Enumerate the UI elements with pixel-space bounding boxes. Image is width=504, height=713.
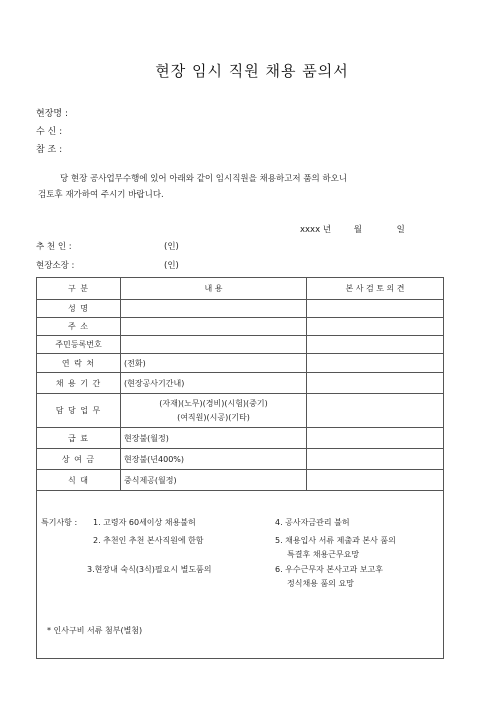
row-review-duty: [307, 394, 444, 428]
table-row: [37, 373, 444, 394]
note-3: 3.현장내 숙식(3식)필요시 별도품의: [87, 565, 212, 574]
document-title: 현장 임시 직원 채용 품의서: [155, 62, 349, 80]
special-notes: [37, 491, 441, 658]
note-5-line-2: 특결후 채용근무요망: [287, 550, 360, 559]
duty-options-line-1: (자재)(노무)(경비)(시험)(중기): [159, 398, 268, 408]
column-header-review: 본 사 검 토 의 견: [307, 278, 444, 300]
row-label-name: 성 명: [37, 300, 121, 318]
row-label-period: 채 용 기 간: [37, 373, 121, 394]
row-label-resident-number: 주민등록번호: [37, 336, 121, 354]
table-row: [37, 300, 444, 318]
request-line-1: 당 현장 공사업무수행에 있어 아래와 같이 임시직원을 채용하고저 품의 하오니: [60, 174, 348, 184]
table-row: [37, 449, 444, 470]
table-row: [37, 354, 444, 373]
recommender-line: [36, 240, 196, 252]
row-label-contact: 연 락 처: [37, 354, 121, 373]
row-review-period: [307, 373, 444, 394]
table-row: [37, 470, 444, 491]
row-content-period: (현장공사기간내): [121, 373, 307, 394]
row-label-bonus: 상 여 금: [37, 449, 121, 470]
row-label-meals: 식 대: [37, 470, 121, 491]
row-review-name: [307, 300, 444, 318]
table-row: [37, 428, 444, 449]
row-content-bonus: 현장불(년400%): [121, 449, 307, 470]
table-row: [37, 336, 444, 354]
recommender-seal: (인): [164, 242, 179, 252]
row-content-address: [121, 318, 307, 336]
request-text: [36, 171, 416, 203]
duty-options-line-2: (여직원)(시공)(기타): [177, 412, 250, 422]
row-content-name: [121, 300, 307, 318]
site-manager-label: 현장소장 :: [36, 261, 75, 271]
column-header-content: 내 용: [121, 278, 307, 300]
note-2: 2. 추천인 추천 본사직원에 한함: [93, 536, 204, 545]
site-name-field: 현장명 :: [36, 109, 68, 119]
row-content-salary: 현장불(월정): [121, 428, 307, 449]
row-label-salary: 급 료: [37, 428, 121, 449]
note-6-line-2: 정식채용 품의 요망: [287, 579, 354, 588]
date-month: 월: [353, 225, 362, 235]
row-review-bonus: [307, 449, 444, 470]
notes-cell: [37, 491, 444, 659]
attachment-note: * 인사구비 서류 첨부(별첨): [47, 626, 143, 635]
site-manager-line: [36, 259, 196, 271]
date-day: 일: [396, 225, 405, 235]
recommender-label: 추 천 인 :: [36, 242, 72, 252]
note-6-line-1: 6. 우수근무자 본사고과 보고후: [275, 565, 383, 574]
row-content-meals: 중식제공(월정): [121, 470, 307, 491]
employment-table: [36, 277, 444, 659]
row-review-contact: [307, 354, 444, 373]
row-content-contact: (전화): [121, 354, 307, 373]
row-content-duty: [121, 394, 307, 428]
row-content-resident-number: [121, 336, 307, 354]
date-line: [300, 223, 405, 235]
notes-row: [37, 491, 444, 659]
row-review-address: [307, 318, 444, 336]
date-year: xxxx 년: [300, 225, 332, 235]
row-label-address: 주 소: [37, 318, 121, 336]
notes-heading: 특기사항 :: [41, 518, 78, 527]
row-review-meals: [307, 470, 444, 491]
site-manager-seal: (인): [164, 261, 179, 271]
table-row: [37, 394, 444, 428]
note-4: 4. 공사자금관리 불허: [275, 518, 350, 527]
row-label-duty: 담 당 업 무: [37, 394, 121, 428]
table-row: [37, 318, 444, 336]
reference-field: 참 조 :: [36, 145, 63, 155]
row-review-salary: [307, 428, 444, 449]
recipient-field: 수 신 :: [36, 127, 63, 137]
row-review-resident-number: [307, 336, 444, 354]
table-header-row: [37, 278, 444, 300]
note-1: 1. 고령자 60세이상 채용불허: [93, 518, 196, 527]
request-line-2: 검토후 재가하여 주시기 바랍니다.: [38, 190, 164, 200]
note-5-line-1: 5. 채용입사 서류 제출과 본사 품의: [275, 536, 396, 545]
column-header-category: 구 분: [37, 278, 121, 300]
